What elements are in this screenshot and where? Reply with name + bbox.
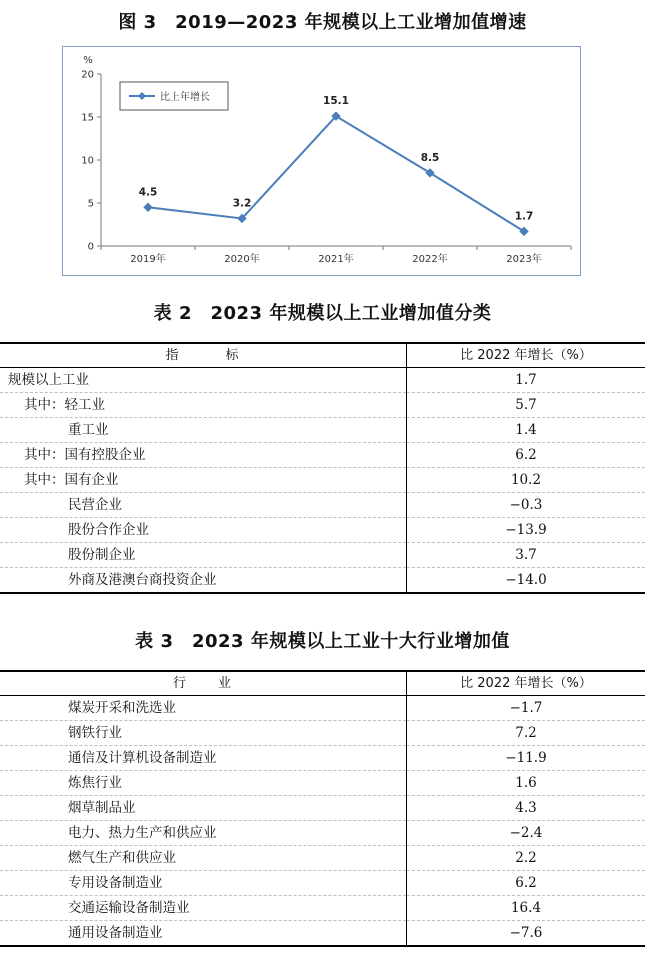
top-ten-industries-table [0, 670, 645, 947]
row-value: 4.3 [407, 796, 645, 821]
table-row [0, 921, 645, 947]
row-label: 股份制企业 [0, 543, 407, 568]
data-label: 1.7 [514, 210, 534, 223]
data-label: 3.2 [232, 197, 252, 210]
row-label: 炼焦行业 [0, 771, 407, 796]
header-indicator: 指 标 [0, 343, 407, 368]
x-tick-label: 2022年 [412, 254, 448, 265]
row-value: 5.7 [407, 393, 645, 418]
table-row [0, 418, 645, 443]
row-value: 6.2 [407, 443, 645, 468]
row-label: 煤炭开采和洗选业 [0, 696, 407, 721]
row-value: 7.2 [407, 721, 645, 746]
row-value: −1.7 [407, 696, 645, 721]
row-value: 1.6 [407, 771, 645, 796]
data-label: 4.5 [138, 186, 158, 199]
row-label: 通用设备制造业 [0, 921, 407, 947]
table-row [0, 846, 645, 871]
table-row [0, 468, 645, 493]
figure-3-title: 图 3 2019—2023 年规模以上工业增加值增速 [118, 12, 527, 33]
header-growth: 比 2022 年增长（%） [407, 671, 645, 696]
x-tick-label: 2019年 [130, 254, 166, 265]
row-value: 2.2 [407, 846, 645, 871]
row-value: 6.2 [407, 871, 645, 896]
data-label: 15.1 [323, 95, 349, 108]
table-row [0, 896, 645, 921]
row-label: 通信及计算机设备制造业 [0, 746, 407, 771]
data-label: 8.5 [420, 151, 440, 164]
row-label: 钢铁行业 [0, 721, 407, 746]
table-row [0, 493, 645, 518]
table-row [0, 871, 645, 896]
line-chart [62, 46, 581, 276]
table-row [0, 568, 645, 594]
row-label: 规模以上工业 [0, 368, 407, 393]
row-label: 交通运输设备制造业 [0, 896, 407, 921]
table-row [0, 543, 645, 568]
y-tick-label: 20 [81, 69, 94, 81]
row-value: −11.9 [407, 746, 645, 771]
table-row [0, 796, 645, 821]
row-value: 10.2 [407, 468, 645, 493]
row-label: 其中：国有控股企业 [0, 443, 407, 468]
table-header-row [0, 671, 645, 696]
row-value: 16.4 [407, 896, 645, 921]
header-growth: 比 2022 年增长（%） [407, 343, 645, 368]
row-value: 1.7 [407, 368, 645, 393]
y-tick-label: 5 [87, 198, 94, 210]
row-value: −0.3 [407, 493, 645, 518]
table-row [0, 518, 645, 543]
row-value: −13.9 [407, 518, 645, 543]
row-label: 其中：国有企业 [0, 468, 407, 493]
y-axis-unit-label: % [83, 55, 93, 66]
table-row [0, 821, 645, 846]
legend-label: 比上年增长 [160, 92, 210, 103]
table-header-row [0, 343, 645, 368]
industrial-value-added-classification-table [0, 342, 645, 594]
row-label: 股份合作企业 [0, 518, 407, 543]
table-row [0, 746, 645, 771]
table-row [0, 368, 645, 393]
table-row [0, 443, 645, 468]
row-label: 专用设备制造业 [0, 871, 407, 896]
table-row [0, 771, 645, 796]
x-tick-label: 2023年 [506, 254, 542, 265]
x-tick-label: 2020年 [224, 254, 260, 265]
row-label: 民营企业 [0, 493, 407, 518]
table-row [0, 696, 645, 721]
header-industry: 行 业 [0, 671, 407, 696]
table-row [0, 721, 645, 746]
row-value: 1.4 [407, 418, 645, 443]
row-label: 其中：轻工业 [0, 393, 407, 418]
x-tick-label: 2021年 [318, 254, 354, 265]
row-value: −14.0 [407, 568, 645, 594]
row-value: −7.6 [407, 921, 645, 947]
y-tick-label: 15 [81, 112, 94, 124]
line-chart-svg [63, 47, 582, 277]
row-label: 燃气生产和供应业 [0, 846, 407, 871]
row-label: 重工业 [0, 418, 407, 443]
data-point-marker [144, 203, 152, 211]
row-label: 烟草制品业 [0, 796, 407, 821]
series-line [148, 116, 524, 231]
row-value: 3.7 [407, 543, 645, 568]
table-2-title: 表 2 2023 年规模以上工业增加值分类 [153, 303, 492, 324]
row-label: 外商及港澳台商投资企业 [0, 568, 407, 594]
row-label: 电力、热力生产和供应业 [0, 821, 407, 846]
table-3-title: 表 3 2023 年规模以上工业十大行业增加值 [135, 631, 510, 652]
table-row [0, 393, 645, 418]
y-tick-label: 0 [87, 241, 94, 253]
y-tick-label: 10 [81, 155, 94, 167]
row-value: −2.4 [407, 821, 645, 846]
